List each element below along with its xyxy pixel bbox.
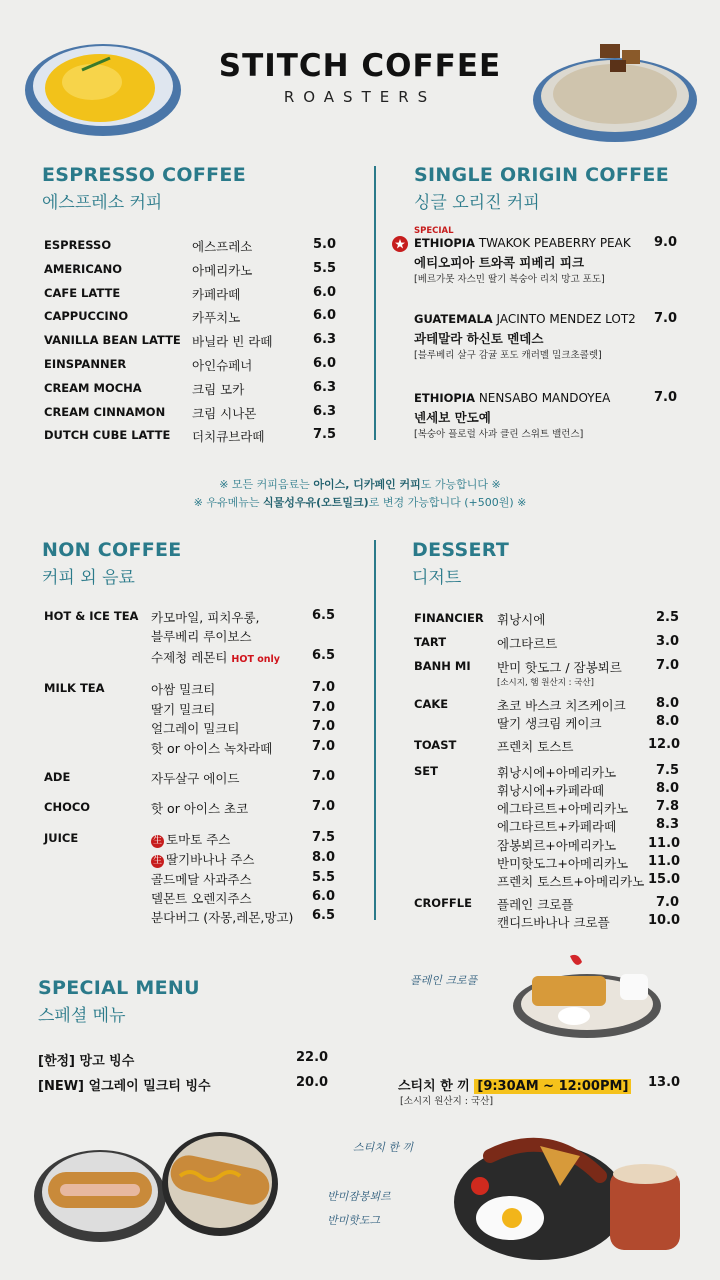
- origin-name-ko: 에티오피아 트와콕 피베리 피크: [414, 255, 585, 270]
- menu-item-name: DUTCH CUBE LATTE: [44, 428, 171, 443]
- origin-name: GUATEMALA: [414, 312, 493, 326]
- dessert-category: CAKE: [414, 697, 449, 711]
- non-coffee-item: [151, 889, 252, 907]
- non-coffee-item-name: 블루베리 루이보스: [151, 629, 252, 644]
- non-coffee-category: JUICE: [44, 831, 79, 845]
- dessert-item-name: 프렌치 토스트+아메리카노: [497, 874, 645, 889]
- dessert-category: FINANCIER: [414, 611, 484, 625]
- dessert-item-name: 반미 핫도그 / 잠봉뵈르: [497, 660, 622, 675]
- croffle-image: [512, 950, 662, 1046]
- menu-item-price: 6.3: [313, 403, 337, 419]
- origin-name-ko: 넨세보 만도예: [414, 410, 491, 425]
- stitch-meal-row: [398, 1075, 631, 1094]
- non-coffee-item-name: 딸기 밀크티: [151, 702, 216, 717]
- dessert-price: 2.5: [656, 610, 680, 625]
- special-item-name: [한정] 망고 빙수: [38, 1054, 135, 1069]
- menu-item-name-ko: 더치큐브라떼: [192, 429, 265, 445]
- stitch-meal-name: 스티치 한 끼: [398, 1079, 470, 1094]
- non-coffee-price: 7.5: [312, 830, 336, 845]
- dessert-item-name: 프렌치 토스트: [497, 739, 574, 754]
- single-origin-title-ko: 싱글 오리진 커피: [414, 193, 540, 213]
- non-coffee-item: [151, 769, 240, 787]
- special-item-price: 22.0: [296, 1050, 329, 1065]
- dessert-item-name: 반미핫도그+아메리카노: [497, 856, 629, 871]
- non-coffee-price: 6.5: [312, 608, 336, 623]
- non-coffee-price: 7.0: [312, 700, 336, 715]
- non-coffee-item: [151, 830, 230, 848]
- origin-farm: TWAKOK PEABERRY PEAK: [478, 236, 631, 250]
- menu-item-price: 7.5: [313, 427, 337, 443]
- non-coffee-price: 6.0: [312, 889, 336, 904]
- non-coffee-item: [151, 850, 255, 868]
- origin-farm: NENSABO MANDOYEA: [478, 391, 611, 405]
- menu-item-price: 5.5: [313, 260, 337, 276]
- non-coffee-item-name: 아쌈 밀크티: [151, 682, 216, 697]
- non-coffee-item-name: 자두살구 에이드: [151, 771, 240, 786]
- menu-item-name-ko: 아인슈페너: [192, 358, 253, 373]
- hot-only-badge: HOT only: [231, 654, 280, 665]
- dessert-price: 8.0: [656, 781, 680, 796]
- menu-item-price: 6.0: [313, 356, 337, 371]
- dessert-item-name: 에그타르트+아메리카노: [497, 801, 629, 816]
- column-divider-top: [374, 166, 376, 440]
- dessert-item-name: 잠봉뵈르+아메리카노: [497, 838, 617, 853]
- non-coffee-price: 6.5: [312, 908, 336, 923]
- origin-name-ko: 과테말라 하신토 멘데스: [414, 331, 544, 346]
- origin-item-title: [414, 391, 610, 405]
- dessert-price: 8.0: [656, 696, 680, 711]
- dessert-price: 3.0: [656, 634, 680, 649]
- origin-notes: [복숭아 플로럴 사과 클린 스위트 밸런스]: [414, 429, 584, 440]
- non-coffee-item-name: 토마토 주스: [166, 832, 231, 847]
- non-coffee-price: 7.0: [312, 719, 336, 734]
- dessert-item-name: 에그타르트+카페라떼: [497, 819, 617, 834]
- special-item-price: 20.0: [296, 1075, 329, 1090]
- stitch-meal-origin: [소시지 원산지 : 국산]: [400, 1096, 494, 1107]
- special-menu-title-ko: 스페셜 메뉴: [38, 1006, 126, 1026]
- non-coffee-price: 7.0: [312, 680, 336, 695]
- non-coffee-price: 5.5: [312, 870, 336, 885]
- dessert-item-name: 에그타르트: [497, 636, 558, 651]
- brand-subtitle: ROASTERS: [283, 88, 437, 106]
- menu-item-price: 6.0: [313, 284, 337, 300]
- non-coffee-price: 6.5: [312, 648, 336, 663]
- menu-item-price: 5.0: [313, 237, 337, 252]
- dessert-price: 11.0: [648, 854, 681, 869]
- espresso-title-ko: 에스프레소 커피: [42, 193, 163, 213]
- coffee-note-2: ※ 우유메뉴는 식물성우유(오트밀크)로 변경 가능합니다 (+500원) ※: [193, 496, 527, 509]
- dessert-price: 7.5: [656, 763, 680, 778]
- origin-price: 9.0: [654, 235, 678, 250]
- dessert-item-name: 휘낭시에+카페라떼: [497, 783, 605, 798]
- menu-item-name-ko: 카푸치노: [192, 310, 241, 326]
- dessert-price: 7.8: [656, 799, 680, 814]
- origin-notes: [블루베리 살구 감귤 포도 캐러멜 밀크초콜렛]: [414, 350, 602, 361]
- dessert-title-ko: 디저트: [412, 568, 462, 588]
- dessert-item-name: 초코 바스크 치즈케이크: [497, 698, 626, 713]
- stitch-meal-caption: 스티치 한 끼: [353, 1141, 414, 1154]
- banhmi-caption-1: 반미잠봉뵈르: [327, 1190, 391, 1203]
- non-coffee-price: 7.0: [312, 799, 336, 814]
- origin-price: 7.0: [654, 311, 678, 326]
- non-coffee-title-ko: 커피 외 음료: [42, 568, 135, 588]
- non-coffee-price: 7.0: [312, 769, 336, 784]
- brand-title: STITCH COFFEE: [218, 48, 502, 84]
- menu-item-name-ko: 에스프레소: [192, 239, 253, 254]
- origin-notes: [베르가못 자스민 딸기 복숭아 리치 망고 포도]: [414, 274, 605, 285]
- menu-item-name: EINSPANNER: [44, 357, 127, 371]
- non-coffee-item: [151, 608, 260, 626]
- non-coffee-item-name: 딸기바나나 주스: [166, 852, 255, 867]
- origin-name: ETHIOPIA: [414, 236, 475, 250]
- non-coffee-item: [151, 680, 215, 698]
- dessert-price: 15.0: [648, 872, 681, 887]
- injeolmi-bingsu-image: [530, 24, 700, 144]
- special-tag: SPECIAL: [414, 226, 454, 236]
- menu-item-name: CREAM MOCHA: [44, 380, 142, 395]
- dessert-price: 11.0: [648, 836, 681, 851]
- menu-item-name: CAPPUCCINO: [44, 309, 129, 324]
- dessert-item-name: 캔디드바나나 크로플: [497, 915, 610, 930]
- single-origin-title: SINGLE ORIGIN COFFEE: [414, 164, 669, 186]
- non-coffee-category: CHOCO: [44, 800, 91, 814]
- stitch-meal-image: [450, 1126, 690, 1270]
- dessert-category: SET: [414, 764, 438, 778]
- non-coffee-price: 7.0: [312, 739, 336, 754]
- non-coffee-item-name: 수제청 레몬티: [151, 650, 228, 665]
- dessert-price: 7.0: [656, 895, 680, 910]
- non-coffee-item: [151, 908, 293, 926]
- non-coffee-item-name: 분다버그 (자몽,레몬,망고): [151, 910, 294, 925]
- menu-item-name-ko: 카페라떼: [192, 286, 241, 302]
- espresso-title: ESPRESSO COFFEE: [42, 164, 246, 186]
- non-coffee-item-name: 얼그레이 밀크티: [151, 721, 240, 736]
- dessert-title: DESSERT: [412, 539, 510, 561]
- raw-badge-icon: 生: [152, 836, 162, 846]
- special-menu-title: SPECIAL MENU: [38, 977, 200, 999]
- non-coffee-item-name: 골드메달 사과주스: [151, 872, 252, 887]
- dessert-category: CROFFLE: [414, 896, 472, 910]
- non-coffee-price: 8.0: [312, 850, 336, 865]
- special-star-icon: [392, 236, 408, 256]
- non-coffee-category: MILK TEA: [44, 681, 105, 695]
- menu-item-price: 6.3: [313, 379, 337, 395]
- dessert-price: 12.0: [648, 737, 681, 752]
- croffle-caption: 플레인 크로플: [410, 974, 478, 987]
- non-coffee-category: ADE: [44, 770, 71, 784]
- non-coffee-category: HOT & ICE TEA: [44, 609, 139, 623]
- non-coffee-item: [151, 627, 252, 645]
- non-coffee-item: [151, 648, 280, 666]
- mango-bingsu-image: [22, 30, 184, 138]
- dessert-price: 7.0: [656, 658, 680, 673]
- dessert-item-name: 휘낭시에+아메리카노: [497, 765, 617, 780]
- dessert-category: BANH MI: [414, 659, 471, 673]
- origin-item-title: [414, 236, 631, 250]
- non-coffee-title: NON COFFEE: [42, 539, 182, 561]
- non-coffee-item: [151, 799, 248, 817]
- menu-item-name-ko: 아메리카노: [192, 262, 253, 278]
- stitch-meal-price: 13.0: [648, 1075, 681, 1090]
- special-item-name: [NEW] 얼그레이 밀크티 빙수: [38, 1079, 211, 1094]
- non-coffee-item: [151, 719, 240, 737]
- non-coffee-item: [151, 700, 215, 718]
- menu-item-name: ESPRESSO: [44, 238, 112, 252]
- origin-name: ETHIOPIA: [414, 391, 475, 405]
- dessert-item-name: 플레인 크로플: [497, 897, 574, 912]
- dessert-category: TOAST: [414, 738, 457, 752]
- menu-item-price: 6.3: [313, 332, 337, 348]
- coffee-note-1: ※ 모든 커피음료는 아이스, 디카페인 커피도 가능합니다 ※: [219, 478, 501, 491]
- non-coffee-item-name: 카모마일, 피치우롱,: [151, 610, 260, 625]
- dessert-price: 10.0: [648, 913, 681, 928]
- menu-item-price: 6.0: [313, 308, 337, 324]
- menu-item-name-ko: 바닐라 빈 라떼: [192, 334, 273, 350]
- menu-item-name: CREAM CINNAMON: [44, 404, 166, 419]
- origin-item-title: [414, 312, 636, 326]
- raw-badge-icon: 生: [152, 856, 162, 866]
- menu-item-name: AMERICANO: [44, 261, 123, 276]
- menu-item-name: CAFE LATTE: [44, 285, 121, 300]
- column-divider-bottom: [374, 540, 376, 920]
- dessert-price: 8.0: [656, 714, 680, 729]
- menu-item-name-ko: 크림 모카: [192, 381, 245, 397]
- non-coffee-item-name: 핫 or 아이스 녹차라떼: [151, 741, 273, 756]
- non-coffee-item-name: 핫 or 아이스 초코: [151, 801, 249, 816]
- origin-price: 7.0: [654, 390, 678, 405]
- non-coffee-item: [151, 870, 252, 888]
- banhmi-image: [30, 1126, 280, 1254]
- non-coffee-item-name: 델몬트 오렌지주스: [151, 891, 252, 906]
- origin-farm: JACINTO MENDEZ LOT2: [496, 312, 636, 326]
- banhmi-caption-2: 반미핫도그: [327, 1214, 381, 1227]
- dessert-price: 8.3: [656, 817, 680, 832]
- dessert-item-name: [소시지, 햄 원산지 : 국산]: [497, 678, 594, 688]
- stitch-meal-time: [9:30AM ~ 12:00PM]: [474, 1079, 631, 1094]
- non-coffee-item: [151, 739, 272, 757]
- dessert-item-name: 딸기 생크림 케이크: [497, 716, 602, 731]
- menu-item-name-ko: 크림 시나몬: [192, 405, 257, 421]
- dessert-item-name: 휘낭시에: [497, 612, 546, 627]
- dessert-category: TART: [414, 635, 447, 649]
- menu-item-name: VANILLA BEAN LATTE: [44, 333, 181, 348]
